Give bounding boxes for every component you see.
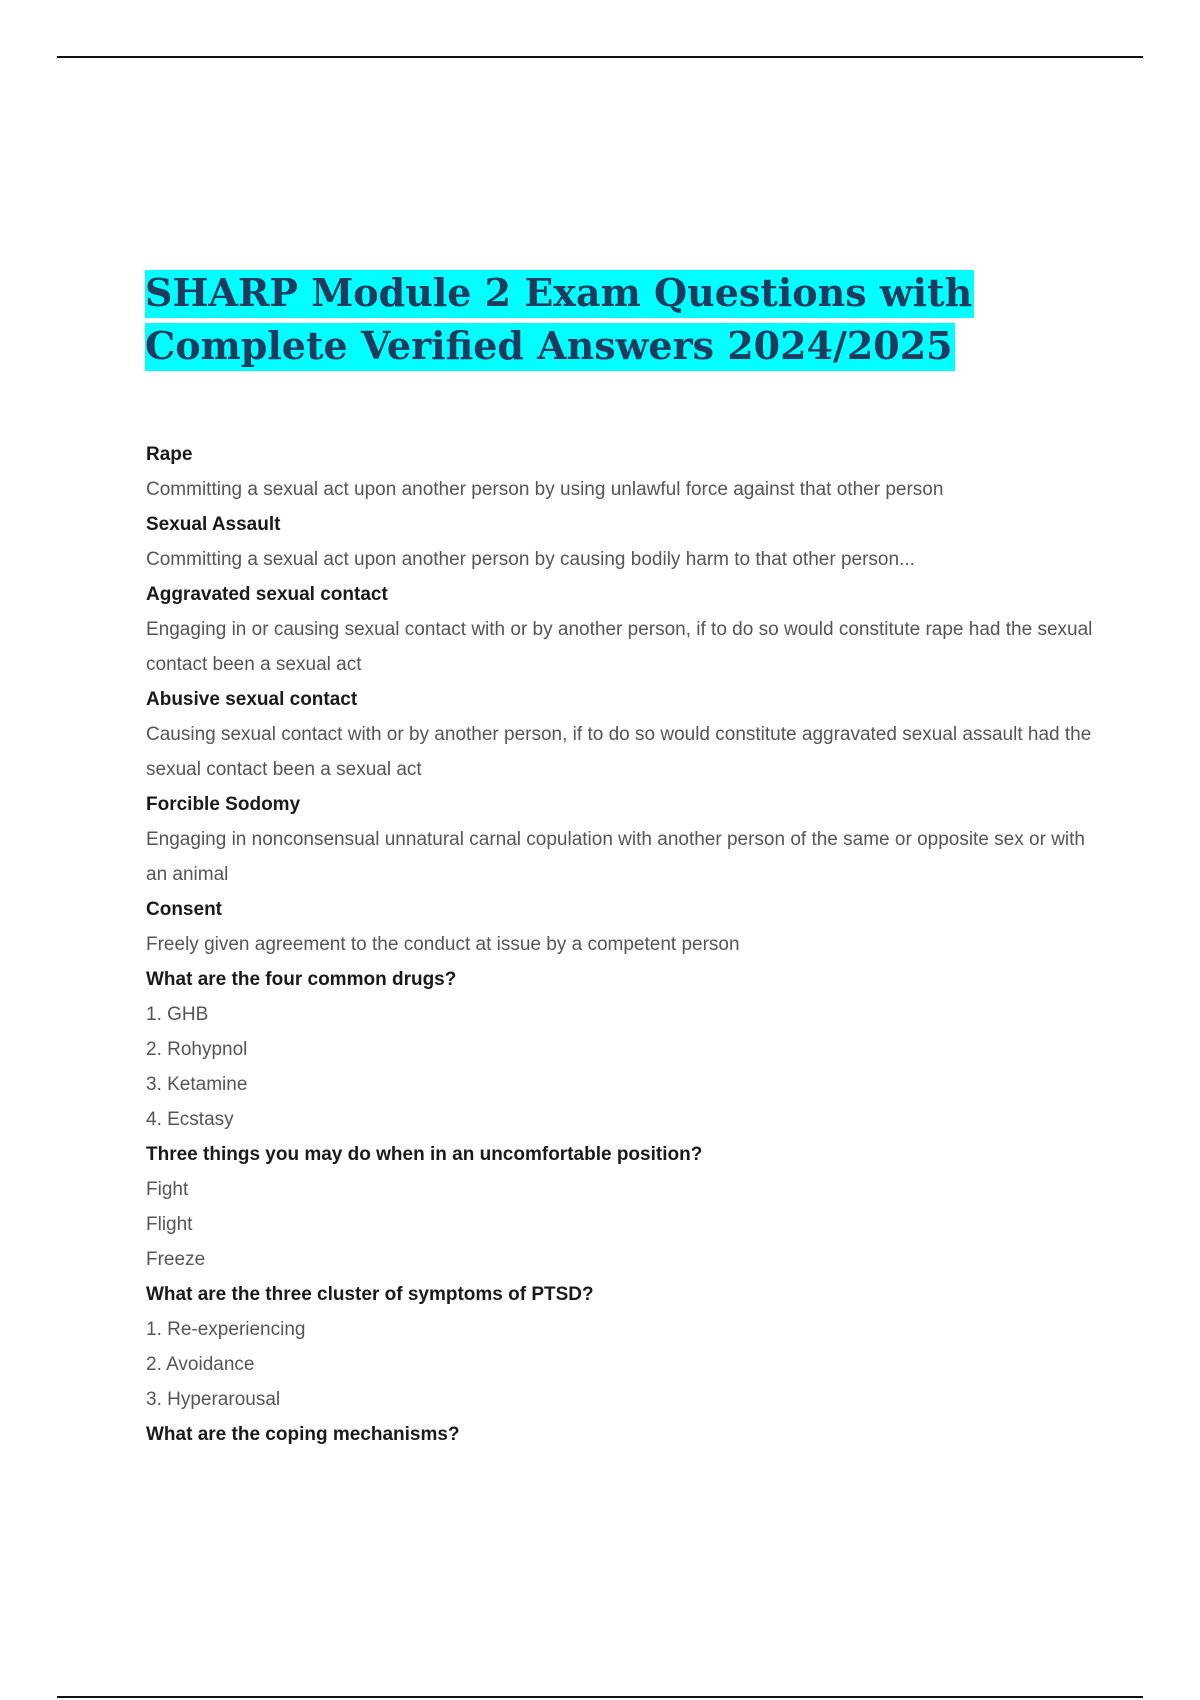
question-label: Consent xyxy=(146,899,222,920)
answer-list-item: Freeze xyxy=(146,1249,206,1270)
qa-content xyxy=(146,437,1106,1452)
answer-text: Engaging in or causing sexual contact with or by another person, if to do so would constitute rape had the sexual contact been a sexual act xyxy=(146,619,1093,675)
answer-list-item: 1. GHB xyxy=(146,1004,209,1025)
document-title xyxy=(145,266,1105,372)
answer-text: Causing sexual contact with or by another person, if to do so would constitute aggravated sexual assault had the sexual contact been a sexual act xyxy=(146,724,1092,780)
header-rule xyxy=(57,56,1143,58)
answer-list-item: 3. Hyperarousal xyxy=(146,1389,281,1410)
question-label: What are the three cluster of symptoms of PTSD? xyxy=(146,1284,594,1305)
answer-list-item: 4. Ecstasy xyxy=(146,1109,234,1130)
question-label: Abusive sexual contact xyxy=(146,689,358,710)
answer-list-item: Flight xyxy=(146,1214,193,1235)
question-label: Sexual Assault xyxy=(146,514,281,535)
title-line-2: Complete Verified Answers 2024/2025 xyxy=(145,323,955,371)
question-label: Forcible Sodomy xyxy=(146,794,301,815)
question-label: Aggravated sexual contact xyxy=(146,584,388,605)
footer-rule xyxy=(57,1696,1143,1698)
answer-list-item: 2. Avoidance xyxy=(146,1354,255,1375)
answer-list-item: 2. Rohypnol xyxy=(146,1039,248,1060)
answer-list-item: Fight xyxy=(146,1179,189,1200)
question-label: Three things you may do when in an uncomfortable position? xyxy=(146,1144,703,1165)
answer-list-item: 3. Ketamine xyxy=(146,1074,248,1095)
answer-text: Freely given agreement to the conduct at issue by a competent person xyxy=(146,934,740,955)
question-label: What are the coping mechanisms? xyxy=(146,1424,460,1445)
answer-text: Committing a sexual act upon another person by causing bodily harm to that other person... xyxy=(146,549,915,570)
answer-text: Engaging in nonconsensual unnatural carnal copulation with another person of the same or opposite sex or with an animal xyxy=(146,829,1085,885)
answer-list-item: 1. Re-experiencing xyxy=(146,1319,306,1340)
question-label: Rape xyxy=(146,444,193,465)
answer-text: Committing a sexual act upon another person by using unlawful force against that other person xyxy=(146,479,944,500)
question-label: What are the four common drugs? xyxy=(146,969,457,990)
title-line-1: SHARP Module 2 Exam Questions with xyxy=(145,270,974,318)
